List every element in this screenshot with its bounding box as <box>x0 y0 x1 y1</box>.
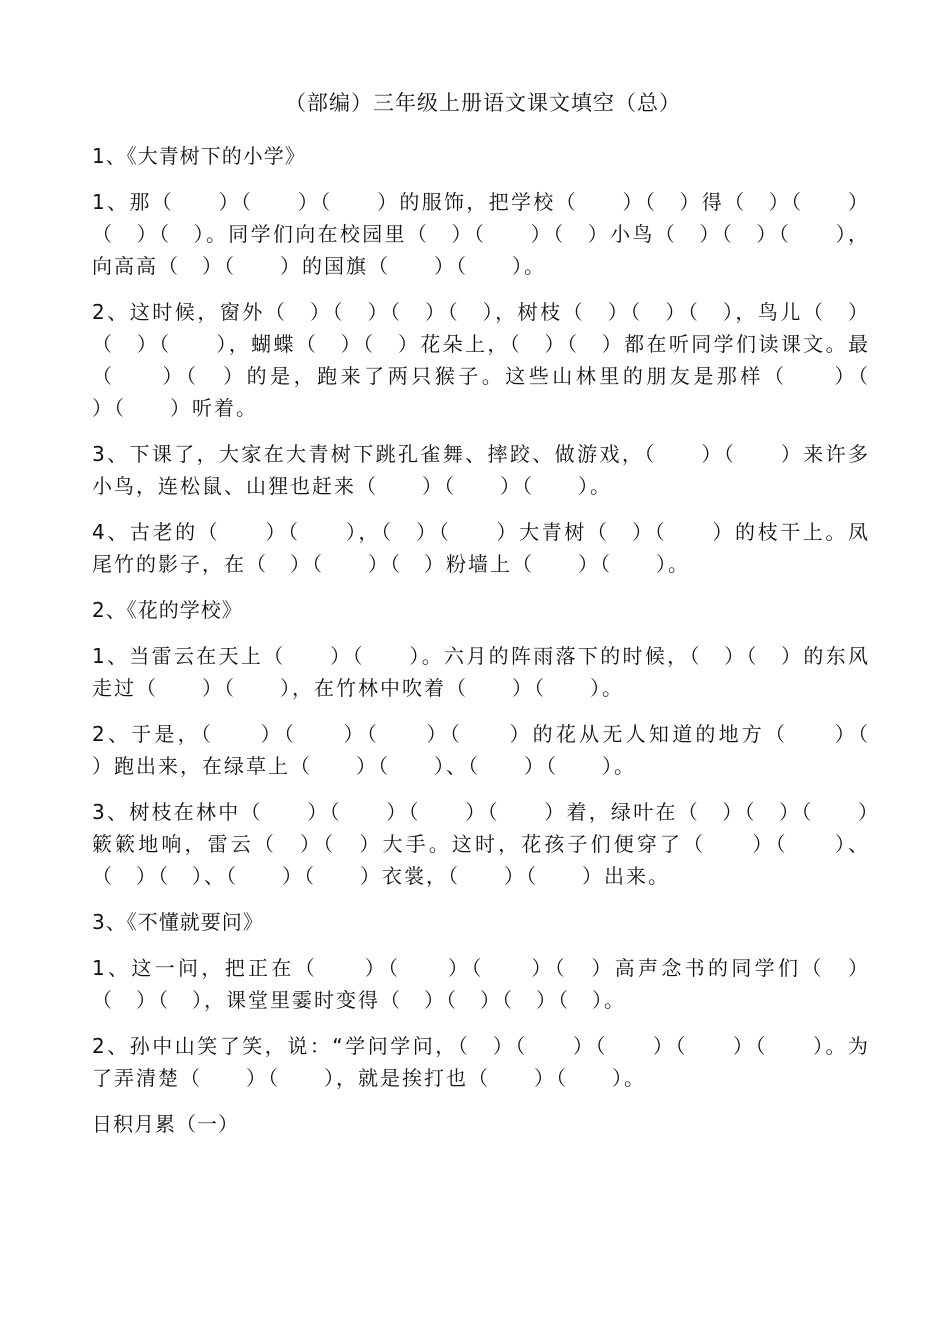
fill-in-paragraph: 2、这时候，窗外（ ）（ ）（ ）（ ），树枝（ ）（ ）（ ），鸟儿（ ）（ ）（ ），蝴蝶（ ）（ ）花朵上，（ ）（ ）都在听同学们读课文。最（ ）（ ）的是，跑来了两只猴子。这些山林里的朋友是那样（ ）（ ）（ ）听着。 <box>92 300 914 420</box>
section-1 <box>92 140 914 580</box>
fill-in-paragraph: 3、树枝在林中（ ）（ ）（ ）（ ）着，绿叶在（ ）（ ）（ ）簌簌地响，雷云（ ）（ ）大手。这时，花孩子们便穿了（ ）（ ）、（ ）（ ）、（ ）（ ）衣裳，（ ）（ ）出来。 <box>92 800 870 888</box>
section-heading: 日积月累（一） <box>92 1112 239 1136</box>
page-title: （部编）三年级上册语文课文填空（总） <box>285 91 681 115</box>
fill-in-paragraph: 1、当雷云在天上（ ）（ ）。六月的阵雨落下的时候，（ ）（ ）的东风走过（ ）（ ），在竹林中吹着（ ）（ ）。 <box>92 644 870 700</box>
section-2 <box>92 594 914 892</box>
fill-in-paragraph: 2、于是，（ ）（ ）（ ）（ ）的花从无人知道的地方（ ）（ ）跑出来，在绿草上（ ）（ ）、（ ）（ ）。 <box>92 722 914 778</box>
fill-in-paragraph: 1、那（ ）（ ）（ ）的服饰，把学校（ ）（ ）得（ ）（ ）（ ）（ ）。同学们向在校园里（ ）（ ）（ ）小鸟（ ）（ ）（ ），向高高（ ）（ ）的国旗（ ）（ ）。 <box>92 190 870 278</box>
section-heading: 3、《不懂就要问》 <box>92 910 264 934</box>
section-heading: 1、《大青树下的小学》 <box>92 144 306 168</box>
fill-in-paragraph: 2、孙中山笑了笑，说：“学问学问，（ ）（ ）（ ）（ ）（ ）。为了弄清楚（ ）（ ），就是挨打也（ ）（ ）。 <box>92 1034 870 1090</box>
fill-in-paragraph: 1、这一问，把正在（ ）（ ）（ ）（ ）高声念书的同学们（ ）（ ）（ ），课堂里霎时变得（ ）（ ）（ ）（ ）。 <box>92 956 870 1012</box>
section-heading: 2、《花的学校》 <box>92 598 243 622</box>
fill-in-paragraph: 4、古老的（ ）（ ），（ ）（ ）大青树（ ）（ ）的枝干上。凤尾竹的影子，在（ ）（ ）（ ）粉墙上（ ）（ ）。 <box>92 520 870 576</box>
section-4 <box>92 1108 870 1140</box>
section-3 <box>92 906 870 1094</box>
fill-in-paragraph: 3、下课了，大家在大青树下跳孔雀舞、摔跤、做游戏，（ ）（ ）来许多小鸟，连松鼠、山狸也赶来（ ）（ ）（ ）。 <box>92 442 870 498</box>
